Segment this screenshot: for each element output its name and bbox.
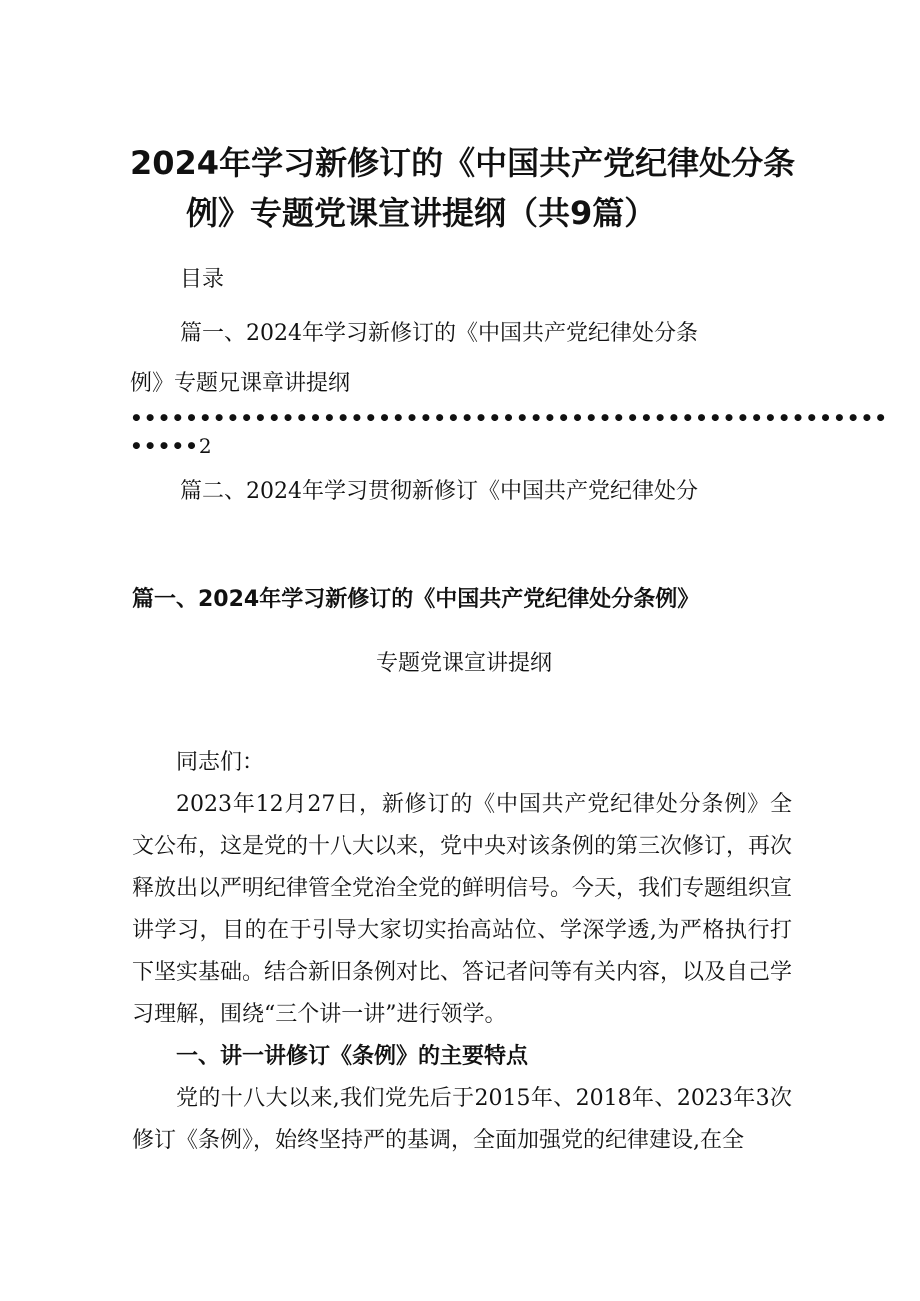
section-subtitle: 专题党课宣讲提纲 (375, 651, 552, 676)
toc-entry-1-line-1[interactable]: 篇一、2024年学习新修订的《中国共产党纪律处分条 (180, 321, 698, 346)
toc-entry-1-leader-dots-end: ••••• (130, 434, 199, 458)
body-text (132, 742, 792, 1162)
toc-entry-1-line-2[interactable]: 例》专题兄课章讲提纲 (130, 371, 351, 396)
heading-1: 一、讲一讲修订《条例》的主要特点 (176, 1044, 529, 1069)
toc-entry-2[interactable]: 篇二、2024年学习贯彻新修订《中国共产党纪律处分 (180, 479, 698, 504)
title-line-1: 2024年学习新修订的《中国共产党纪律处分条 (130, 144, 796, 182)
document-title (130, 138, 810, 238)
salutation: 同志们： (176, 750, 265, 775)
paragraph-2: 党的十八大以来,我们党先后于2015年、2018年、2023年3次修订《条例》，始终坚持严的基调，全面加强党的纪律建设,在全 (132, 1086, 792, 1153)
toc-entry-1-leader-dots: ••••••••••••••••••••••••••••••••••••••••••••••••••••••• (130, 406, 889, 430)
toc-entry-1-leader-end (130, 426, 212, 466)
toc-entry-1-page-number[interactable]: 2 (198, 434, 212, 458)
section-title: 篇一、2024年学习新修订的《中国共产党纪律处分条例》 (132, 587, 700, 612)
paragraph-1: 2023年12月27日，新修订的《中国共产党纪律处分条例》全文公布，这是党的十八大以来，党中央对该条例的第三次修订，再次释放出以严明纪律管全党治全党的鲜明信号。今天，我们专题组织宣讲学习，目的在于引导大家切实抬高站位、学深学透,为严格执行打下坚实基础。结合新旧条例对比、答记者问等有关内容，以及自己学习理解，围绕“三个讲一讲”进行领学。 (132, 792, 793, 1027)
toc-heading: 目录 (180, 267, 225, 292)
title-line-2: 例》专题党课宣讲提纲（共9篇） (186, 194, 657, 232)
